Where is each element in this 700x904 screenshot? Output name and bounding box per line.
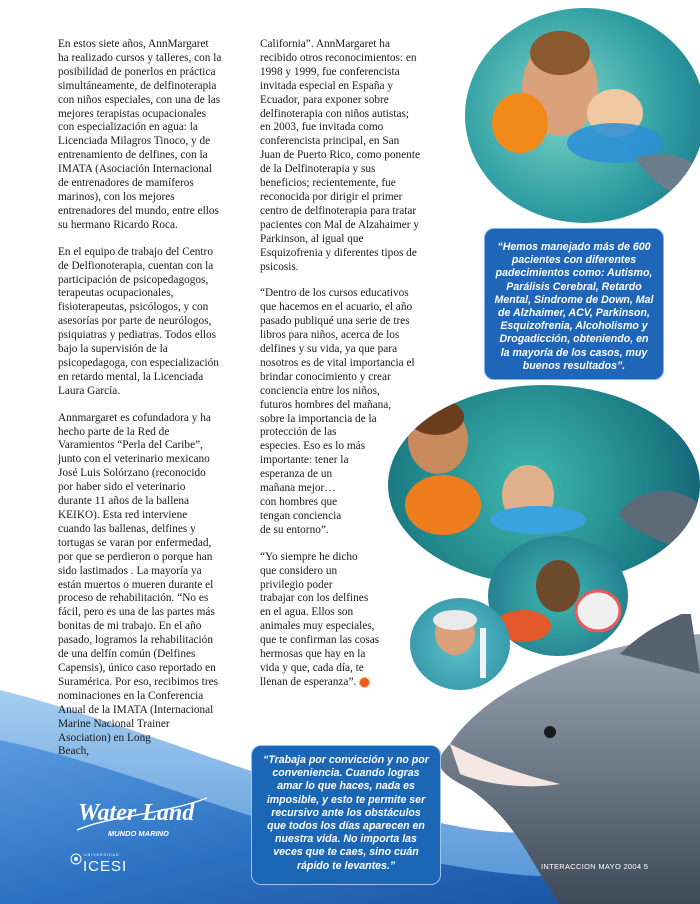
logo-tagline-text: MUNDO MARINO [108, 829, 169, 838]
article-column-right [260, 38, 456, 703]
end-of-article-icon [359, 677, 370, 688]
article-paragraph: “Dentro de los cursos educativos que hacemos en el acuario, el año pasado publiqué una serie de tres libros para niños, acerca de los delfines y su vida, ya que para nosotros es de vital importancia el brindar conocimiento y crear conciencia entre los niños, futuros hombres del mañana, sobre la importancia de la protección de las especies. Eso es lo más importante: tener la esperanza de un mañana mejor… con hombres que tengan conciencia de su entorno”. [260, 287, 415, 536]
article-paragraph: California”. AnnMargaret ha recibido otros reconocimientos: en 1998 y 1999, fue conferencista invitada especial en España y Ecuador, para exponer sobre delfinoterapia con niños autistas; en 2003, fue invitada como conferencista principal, en San Juan de Puerto Rico, como ponente de la Delfinoterapia y sus beneficios; recientemente, fue reconocida por dirigir el primer centro de delfinoterapia para tratar pacientes con Mal de Alzahaimer y Parkinson, al igual que Esquizofrenia y diferentes tipos de psicosis. [260, 38, 421, 273]
dolphin-therapy-photo-1 [465, 8, 700, 223]
icesi-subtitle: UNIVERSIDAD [84, 853, 120, 857]
icesi-emblem-icon [70, 852, 82, 866]
article-paragraph: En el equipo de trabajo del Centro de Delfionoterapia, cuentan con la participación de psicopedagogos, terapeutas ocupacionales, fisioterapeutas, psicólogos, y con asesorías por parte de neurólogos, psiquiatras y pediatras. Todos ellos bajo la supervisión de la psicopedagoga, con especialización en retardo mental, la Licenciada Laura García. [58, 245, 219, 397]
photo-top [465, 8, 700, 223]
closing-paragraph-text: “Yo siempre he dicho que considero un privilegio poder trabajar con los delfines en el agua. Ellos son animales muy especiales, que te confirman las cosas hermosas que hay en la vida y que, cada día, te llenan de esperanza”. [260, 550, 380, 688]
pull-quote-patients: “Hemos manejado más de 600 pacientes con diferentes padecimientos como: Autismo, Parálisis Cerebral, Retardo Mental, Síndrome de Down, Mal de Alzhaimer, ACV, Parkinson, Esquizofrenia, Alcoholismo y Drogadicción, obteniendo, en la mayoría de los casos, muy buenos resultados”. [484, 228, 664, 380]
waterland-logo-graphic [72, 790, 212, 840]
logo-brand-text: Water Land [78, 800, 195, 826]
page-footer: INTERACCION MAYO 2004 5 [541, 862, 649, 871]
pull-quote-conviction: “Trabaja por convicción y no por conveniencia. Cuando logras amar lo que haces, nada es imposible, y esto te permite ser recursivo ante los obstáculos que todos los días aparecen en nuestra vida. No importa las veces que te caes, sino cuán rápido te levantes.” [251, 745, 441, 885]
article-paragraph: En estos siete años, AnnMargaret ha realizado cursos y talleres, con la posibilidad de ponerlos en práctica simultáneamente, de delfinoterapia con niños especiales, con una de las mejores terapistas ocupacionales con especialización en agua: la Licenciada Milagros Tinoco, y de entrenamiento de delfines, con la IMATA (Asociación Internacional de entrenadores de mamíferos marinos), con los mejores entrenadores del mundo, entre ellos su hermano Ricardo Roca. [58, 38, 222, 231]
icesi-wordmark: ICESI [83, 858, 128, 875]
article-column-left [58, 38, 263, 772]
article-paragraph-closing [260, 551, 456, 690]
article-paragraph: Annmargaret es cofundadora y ha hecho parte de la Red de Varamientos “Perla del Caribe”, junto con el veterinario mexicano José Luis Solórzano (reconocido por haber sido el veterinario durante 11 años de la ballena KEIKO). Esta red interviene cuando las ballenas, delfines y tortugas se varan por enfermedad, por que se perdieron o porque han sido lastimados . La mayoría ya están muertos o mueren durante el proceso de rehabilitación. “No es fácil, pero es una de las partes más bonitas de mi trabajo. En el año pasado, logramos la rehabilitación de una delfín común (Delfines Capensis), único caso reportado en Suramérica. Por eso, recibimos tres nominaciones en la Conferencia Anual de la IMATA (Internacional Marine Nacional Trainer Asociation) en Long Beach, [58, 411, 218, 758]
waterland-logo [72, 790, 212, 840]
